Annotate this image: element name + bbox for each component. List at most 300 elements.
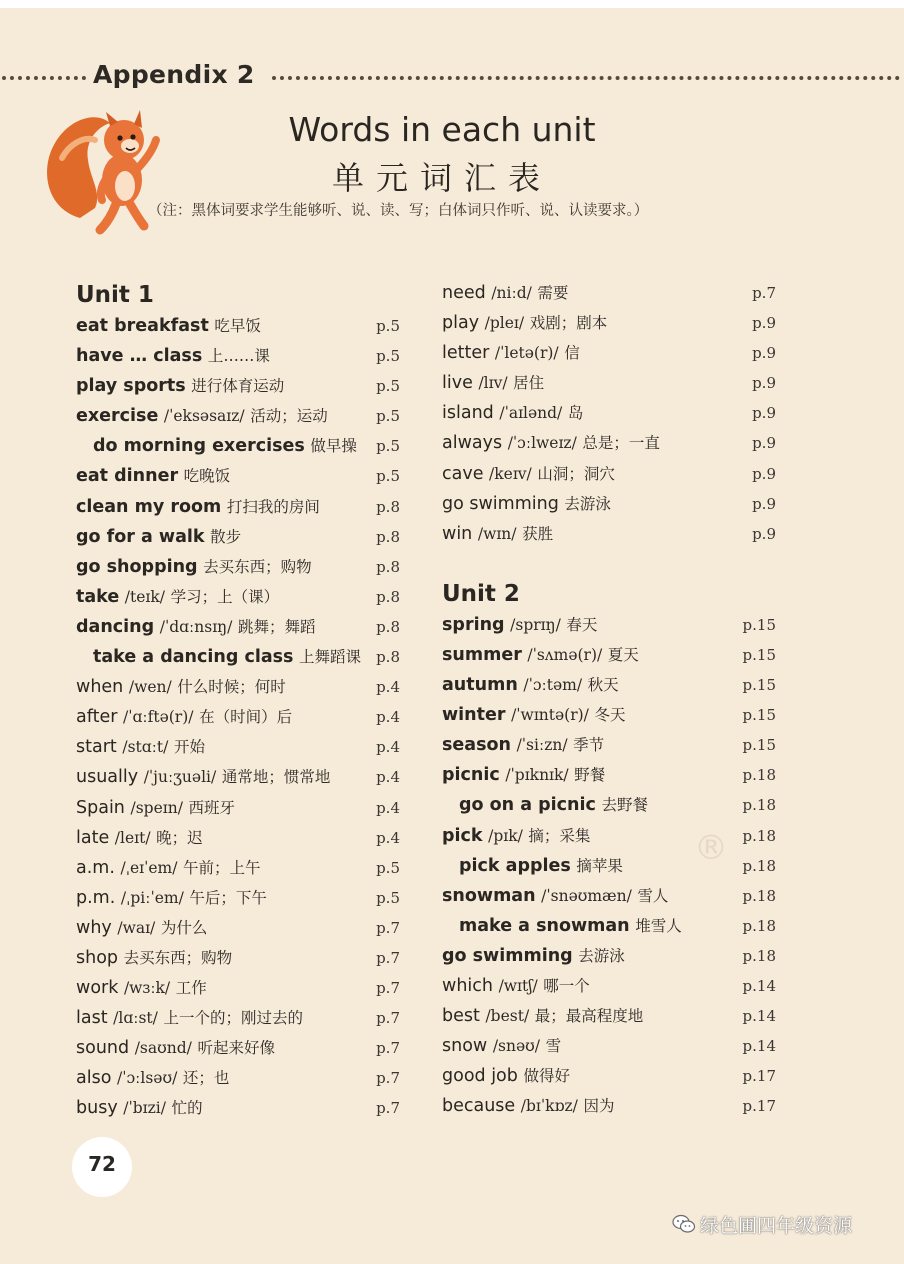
vocab-page-ref: p.5 (376, 407, 400, 426)
vocab-word: season (442, 735, 511, 756)
vocab-entry (442, 428, 782, 458)
vocab-phonetic: /ˈɔːlsəʊ/ (117, 1069, 178, 1088)
vocab-page-ref: p.7 (376, 1039, 400, 1058)
vocab-word: eat dinner (76, 466, 179, 487)
vocab-meaning: 做早操 (310, 437, 357, 456)
vocab-entry (76, 552, 406, 582)
vocab-page-ref: p.18 (742, 766, 776, 785)
vocab-entry (442, 730, 782, 760)
vocab-page-ref: p.15 (742, 645, 776, 664)
vocab-entry (76, 702, 406, 732)
vocab-page-ref: p.7 (376, 1069, 400, 1088)
vocab-word: summer (442, 644, 522, 665)
vocab-word: which (442, 975, 493, 996)
vocab-entry-text (76, 1093, 203, 1123)
vocab-word: letter (442, 343, 490, 364)
vocab-word: take a dancing class (93, 647, 294, 668)
vocab-entry-text (76, 702, 292, 732)
vocab-meaning: 散步 (210, 527, 242, 546)
vocab-phonetic: /best/ (485, 1007, 530, 1026)
vocab-entry-text (76, 552, 312, 582)
vocab-entry-text (442, 881, 668, 911)
vocab-word: winter (442, 705, 506, 726)
page-title: Words in each unit (288, 110, 596, 149)
vocab-entry-text (442, 730, 604, 760)
vocab-entry-text (442, 670, 619, 700)
vocab-entry (76, 883, 406, 913)
appendix-header (0, 60, 904, 96)
vocab-phonetic: /sprɪŋ/ (510, 615, 561, 634)
vocab-page-ref: p.15 (742, 706, 776, 725)
vocab-phonetic: /lɑːst/ (113, 1009, 158, 1028)
vocab-word: pick apples (459, 855, 571, 876)
vocab-meaning: 信 (564, 344, 580, 363)
vocab-phonetic: /saʊnd/ (134, 1039, 192, 1058)
vocab-word: dancing (76, 616, 155, 637)
usage-note: （注：黑体词要求学生能够听、说、读、写；白体词只作听、说、认读要求。） (148, 203, 649, 219)
vocab-page-ref: p.8 (376, 497, 400, 516)
vocab-meaning: 吃晚饭 (183, 467, 231, 486)
vocab-page-ref: p.7 (752, 284, 776, 302)
vocab-entry (442, 519, 782, 549)
section-spacer (442, 549, 782, 579)
vocab-phonetic: /snəʊ/ (492, 1037, 540, 1056)
vocab-entry-text (442, 1031, 561, 1061)
vocab-entry (76, 461, 406, 491)
vocab-entry-text (442, 338, 580, 368)
vocab-entry (442, 1001, 782, 1031)
vocab-meaning: 工作 (175, 979, 207, 998)
vocab-entry-text (76, 883, 267, 913)
vocab-word: sound (76, 1038, 130, 1059)
vocab-entry (76, 612, 406, 642)
vocab-meaning: 跳舞；舞蹈 (237, 617, 316, 636)
vocab-page-ref: p.5 (376, 888, 400, 907)
vocab-entry-text (76, 913, 207, 943)
vocab-entry (76, 401, 406, 431)
vocab-entry (76, 341, 406, 371)
page-number: 72 (88, 1152, 116, 1176)
vocab-page-ref: p.18 (742, 916, 776, 935)
vocab-entry-text (442, 941, 625, 971)
vocab-entry-text (76, 582, 279, 612)
vocab-page-ref: p.4 (376, 678, 400, 697)
vocab-entry (442, 971, 782, 1001)
vocab-entry-text (442, 1001, 643, 1031)
vocab-page-ref: p.14 (742, 1037, 776, 1056)
vocab-page-ref: p.14 (742, 976, 776, 995)
vocab-page-ref: p.7 (376, 979, 400, 998)
vocab-word: snow (442, 1036, 488, 1057)
vocab-page-ref: p.5 (376, 317, 400, 335)
vocab-meaning: 通常地；惯常地 (221, 768, 331, 787)
vocab-meaning: 在（时间）后 (199, 708, 293, 727)
vocab-entry (76, 672, 406, 702)
vocab-entry-text (442, 911, 682, 941)
vocab-page-ref: p.9 (752, 494, 776, 513)
vocab-entry-text (76, 341, 270, 371)
vocab-word: have … class (76, 346, 203, 367)
vocab-meaning: 去野餐 (601, 796, 648, 815)
vocab-meaning: 晚；迟 (156, 828, 203, 847)
vocab-word: go shopping (76, 556, 198, 577)
vocab-word: make a snowman (459, 915, 630, 936)
vocab-entry (76, 311, 406, 341)
vocab-word: exercise (76, 406, 159, 427)
vocab-page-ref: p.15 (742, 676, 776, 695)
vocab-entry-text (76, 762, 330, 792)
vocab-entry (442, 941, 782, 971)
registered-mark-watermark: ® (694, 828, 728, 868)
vocab-entry-text (442, 278, 568, 308)
vocab-phonetic: /ˈɔːlweɪz/ (507, 434, 577, 453)
vocab-page-ref: p.15 (742, 615, 776, 634)
vocab-entry (76, 943, 406, 973)
vocab-meaning: 还；也 (182, 1069, 230, 1088)
vocab-meaning: 忙的 (171, 1099, 203, 1118)
vocab-phonetic: /speɪn/ (130, 798, 183, 817)
vocab-page-ref: p.5 (376, 437, 400, 456)
vocab-entry-text (442, 428, 660, 458)
vocab-entry-text (76, 612, 315, 642)
vocab-word: shop (76, 947, 119, 968)
vocab-meaning: 野餐 (574, 766, 606, 785)
vocab-phonetic: /ˈpɪknɪk/ (505, 766, 569, 785)
vocab-page-ref: p.9 (752, 464, 776, 483)
vocab-entry-text (442, 640, 639, 670)
wechat-icon (672, 1213, 696, 1235)
vocab-meaning: 总是；一直 (582, 434, 660, 453)
vocab-phonetic: /ˈjuːʒuəli/ (143, 768, 217, 787)
vocab-entry (442, 459, 782, 489)
vocab-meaning: 秋天 (587, 676, 619, 695)
vocab-word: late (76, 827, 110, 848)
vocab-page-ref: p.9 (752, 374, 776, 393)
vocab-entry (442, 489, 782, 519)
vocab-entry (76, 582, 406, 612)
vocab-entry (442, 700, 782, 730)
vocab-page-ref: p.7 (376, 918, 400, 937)
vocab-entry (76, 853, 406, 883)
vocab-meaning: 上舞蹈课 (299, 648, 362, 667)
vocab-word: live (442, 373, 473, 394)
vocab-entry (442, 338, 782, 368)
vocab-word: best (442, 1006, 480, 1027)
vocab-page-ref: p.4 (376, 708, 400, 727)
vocab-entry (442, 790, 782, 820)
vocab-meaning: 什么时候；何时 (177, 678, 286, 697)
vocab-phonetic: /niːd/ (491, 284, 532, 302)
vocab-entry (76, 973, 406, 1003)
vocab-entry (442, 670, 782, 700)
vocab-meaning: 西班牙 (188, 798, 236, 817)
vocab-meaning: 居住 (513, 374, 545, 393)
unit-heading: Unit 2 (442, 580, 520, 607)
vocab-word: go on a picnic (459, 795, 596, 816)
vocab-phonetic: /wen/ (128, 678, 172, 697)
watermark-text: 绿色圃四年级资源 (700, 1214, 853, 1237)
vocab-word: do morning exercises (93, 436, 305, 457)
vocab-entry-text (442, 610, 597, 640)
vocab-entry (442, 308, 782, 338)
vocab-meaning: 因为 (583, 1097, 615, 1116)
vocab-phonetic: /ˌpiːˈem/ (120, 888, 184, 907)
vocab-word: Spain (76, 797, 125, 818)
vocab-phonetic: /lɪv/ (478, 374, 508, 393)
vocab-phonetic: /pleɪ/ (484, 314, 525, 333)
vocab-meaning: 摘苹果 (576, 856, 623, 875)
vocab-word: always (442, 433, 503, 454)
vocab-entry-text (442, 1091, 614, 1121)
vocab-phonetic: /ˈɑːftə(r)/ (122, 708, 194, 727)
vocab-entry (76, 492, 406, 522)
vocab-entry-text (442, 760, 605, 790)
vocab-phonetic: /ˈsʌmə(r)/ (527, 645, 603, 664)
vocab-entry (442, 610, 782, 640)
vocab-page-ref: p.8 (376, 648, 400, 667)
vocab-entry-text (76, 492, 320, 522)
vocab-word: need (442, 283, 486, 303)
vocab-word: play sports (76, 376, 186, 397)
vocab-entry-text (442, 308, 607, 338)
vocab-word: busy (76, 1098, 118, 1119)
unit-heading: Unit 1 (76, 282, 154, 308)
vocab-page-ref: p.18 (742, 796, 776, 815)
vocab-meaning: 吃早饭 (214, 317, 261, 335)
vocab-entry-text (442, 700, 626, 730)
vocab-word: picnic (442, 765, 500, 786)
vocab-word: go swimming (442, 493, 559, 514)
vocab-entry-text (76, 853, 261, 883)
vocab-page-ref: p.18 (742, 856, 776, 875)
vocab-entry-text (76, 1033, 275, 1063)
vocab-meaning: 戏剧；剧本 (529, 314, 608, 333)
vocab-entry-text (76, 371, 284, 401)
vocab-page-ref: p.8 (376, 557, 400, 576)
vocab-entry-text (76, 943, 232, 973)
vocab-meaning: 夏天 (607, 645, 639, 664)
vocab-phonetic: /ˈbɪzi/ (123, 1099, 166, 1118)
vocab-page-ref: p.9 (752, 404, 776, 423)
vocab-entry-text (76, 311, 261, 341)
vocab-phonetic: /pɪk/ (488, 826, 523, 845)
vocab-page-ref: p.17 (742, 1067, 776, 1086)
vocab-word: last (76, 1008, 108, 1029)
vocab-phonetic: /ˈsiːzn/ (516, 736, 568, 755)
vocab-meaning: 哪一个 (543, 976, 590, 995)
vocab-entry (76, 913, 406, 943)
vocab-entry (442, 851, 782, 881)
vocab-entry (76, 1033, 406, 1063)
vocab-word: play (442, 313, 480, 334)
vocab-entry (76, 431, 406, 461)
vocab-meaning: 需要 (537, 284, 569, 302)
vocab-meaning: 午前；上午 (183, 858, 261, 877)
vocab-word: win (442, 523, 473, 544)
vocab-meaning: 学习；上（课） (170, 587, 280, 606)
vocab-word: because (442, 1096, 516, 1117)
vocab-page-ref: p.7 (376, 1009, 400, 1028)
dotted-rule-right (272, 76, 900, 80)
vocab-entry (76, 732, 406, 762)
vocab-entry-text (76, 672, 286, 702)
vocab-entry (76, 642, 406, 672)
vocab-word: usually (76, 767, 139, 788)
vocab-meaning: 去买东西；购物 (123, 948, 233, 967)
vocab-word: go swimming (442, 945, 573, 966)
vocab-phonetic: /bɪˈkɒz/ (520, 1097, 578, 1116)
vocab-entry-text (442, 971, 590, 1001)
vocab-entry-text (76, 1063, 229, 1093)
vocab-entry (442, 1031, 782, 1061)
vocab-word: autumn (442, 675, 518, 696)
vocab-page-ref: p.18 (742, 946, 776, 965)
vocab-meaning: 去游泳 (564, 494, 611, 513)
vocab-page-ref: p.8 (376, 527, 400, 546)
vocab-phonetic: /leɪt/ (114, 828, 151, 847)
vocab-meaning: 山洞；洞穴 (537, 464, 615, 483)
vocab-page-ref: p.4 (376, 828, 400, 847)
vocab-entry (442, 911, 782, 941)
vocab-phonetic: /ˈsnəʊmæn/ (541, 886, 632, 905)
vocab-entry (442, 821, 782, 851)
vocab-page-ref: p.4 (376, 768, 400, 787)
vocab-meaning: 最；最高程度地 (534, 1007, 644, 1026)
vocab-word: start (76, 737, 117, 758)
vocab-page-ref: p.5 (376, 858, 400, 877)
vocab-phonetic: /stɑːt/ (122, 738, 169, 757)
vocab-phonetic: /ˈaɪlənd/ (499, 404, 563, 423)
vocab-word: snowman (442, 885, 536, 906)
vocab-entry-text (442, 821, 590, 851)
vocab-meaning: 去买东西；购物 (203, 557, 312, 576)
vocab-meaning: 开始 (173, 738, 205, 757)
vocab-entry-text (76, 461, 230, 491)
vocab-entry (76, 793, 406, 823)
vocab-entry (76, 522, 406, 552)
vocab-entry (76, 1003, 406, 1033)
vocab-page-ref: p.8 (376, 587, 400, 606)
vocab-page-ref: p.9 (752, 524, 776, 543)
vocab-entry (76, 1063, 406, 1093)
vocab-entry-text (442, 790, 648, 820)
vocab-phonetic: /waɪ/ (117, 918, 156, 937)
vocab-word: cave (442, 463, 484, 484)
vocab-phonetic: /teɪk/ (124, 587, 165, 606)
vocab-entry (442, 881, 782, 911)
vocab-meaning: 冬天 (594, 706, 626, 725)
dotted-rule-left (2, 76, 86, 80)
vocab-page-ref: p.17 (742, 1097, 776, 1116)
vocab-phonetic: /ˌeɪˈem/ (120, 858, 178, 877)
vocab-entry-text (442, 1061, 570, 1091)
vocab-meaning: 岛 (567, 404, 584, 423)
vocab-page-ref: p.18 (742, 826, 776, 845)
vocab-entry-text (442, 459, 615, 489)
vocab-meaning: 为什么 (160, 918, 208, 937)
vocab-page-ref: p.7 (376, 1099, 400, 1118)
vocab-phonetic: /ˈdɑːnsɪŋ/ (159, 617, 233, 636)
vocab-page-ref: p.15 (742, 736, 776, 755)
vocab-entry (442, 398, 782, 428)
vocab-meaning: 获胜 (522, 524, 554, 543)
vocab-entry-text (76, 973, 207, 1003)
vocab-entry-text (442, 519, 553, 549)
vocab-entry (442, 1091, 782, 1121)
vocab-entry-text (76, 401, 328, 431)
vocab-entry (442, 640, 782, 670)
vocab-word: clean my room (76, 496, 222, 517)
vocab-page-ref: p.8 (376, 617, 400, 636)
vocab-entry-text (442, 489, 611, 519)
vocab-page-ref: p.9 (752, 314, 776, 333)
vocab-phonetic: /ˈeksəsaɪz/ (163, 407, 245, 426)
vocab-page-ref: p.9 (752, 434, 776, 453)
vocab-meaning: 季节 (573, 736, 605, 755)
vocab-entry-text (442, 368, 544, 398)
vocab-entry (76, 371, 406, 401)
vocab-entry-text (442, 851, 623, 881)
vocab-page-ref: p.5 (376, 377, 400, 396)
vocab-word: after (76, 707, 118, 728)
vocab-word: eat breakfast (76, 316, 209, 336)
vocab-phonetic: /ˈwɪntə(r)/ (511, 706, 589, 725)
vocab-column-right (442, 278, 782, 1121)
vocab-phonetic: /wɪn/ (477, 524, 517, 543)
vocab-entry-text (76, 823, 203, 853)
vocab-word: go for a walk (76, 526, 205, 547)
vocab-meaning: 做得好 (523, 1067, 570, 1086)
vocab-entry-text (76, 522, 241, 552)
vocab-meaning: 摘；采集 (528, 826, 591, 845)
vocab-entry-text (76, 431, 357, 461)
vocab-entry-text (76, 793, 235, 823)
vocab-page-ref: p.5 (376, 347, 400, 366)
vocab-page-ref: p.9 (752, 344, 776, 363)
vocab-phonetic: /ˈɔːtəm/ (523, 676, 583, 695)
vocab-meaning: 午后；下午 (189, 888, 267, 907)
vocab-phonetic: /wɪtʃ/ (498, 976, 538, 995)
vocab-meaning: 堆雪人 (635, 916, 682, 935)
vocab-word: pick (442, 825, 483, 846)
vocab-entry-text (442, 398, 583, 428)
vocab-word: island (442, 403, 494, 424)
vocab-meaning: 上一个的；刚过去的 (163, 1009, 303, 1028)
vocab-entry (442, 368, 782, 398)
vocab-meaning: 雪人 (637, 886, 669, 905)
vocab-meaning: 听起来好像 (197, 1039, 275, 1058)
vocab-entry (442, 278, 782, 308)
vocab-entry (442, 1061, 782, 1091)
vocab-entry (442, 760, 782, 790)
vocab-word: also (76, 1068, 112, 1089)
page-title-chinese: 单元词汇表 (331, 159, 552, 197)
vocab-word: when (76, 677, 124, 698)
vocab-entry (76, 823, 406, 853)
vocab-page-ref: p.4 (376, 738, 400, 757)
vocab-entry (76, 762, 406, 792)
vocab-word: spring (442, 614, 505, 635)
vocab-entry (76, 1093, 406, 1123)
vocab-meaning: 上……课 (207, 347, 270, 366)
vocab-column-left (76, 280, 406, 1124)
vocab-meaning: 进行体育运动 (191, 377, 285, 396)
vocab-entry-text (76, 642, 361, 672)
vocab-phonetic: /wɜːk/ (123, 979, 171, 998)
vocab-meaning: 雪 (545, 1037, 562, 1056)
vocab-page-ref: p.18 (742, 886, 776, 905)
vocab-entry-text (76, 732, 205, 762)
